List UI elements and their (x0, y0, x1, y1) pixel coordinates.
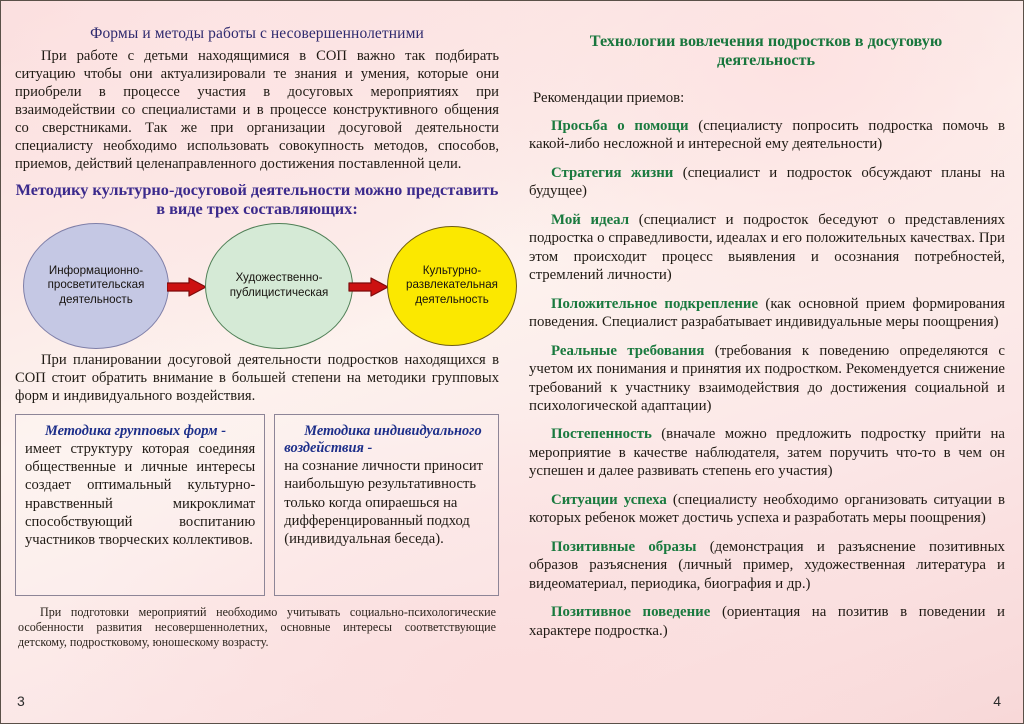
three-components-diagram (15, 223, 499, 349)
left-page-title: Формы и методы работы с несовершеннолетними (90, 25, 424, 42)
diagram-node-informational (23, 223, 169, 349)
technique-name: Просьба о помощи (551, 117, 689, 134)
arrow-right-icon (167, 277, 207, 297)
diagram-node-cultural (387, 226, 517, 346)
technique-item (529, 603, 1005, 640)
technique-description: (специалист и подросток беседуют о представлениях подростка о справедливости, идеалах и его положительных качествах. При этом происходит процесс выявления и осознания потребностей, стремлений личности) (529, 211, 1005, 284)
recommendations-lead: Рекомендации приемов: (533, 89, 685, 106)
diagram-node-label: Художественно-публицистическая (229, 271, 329, 299)
left-footnote: При подготовки мероприятий необходимо учитывать социально-психологические особенности развития несовершеннолетних, основные интересы соответствующие детскому, подростковому, юношескому возрасту. (18, 604, 496, 650)
left-intro-paragraph: При работе с детьми находящимися в СОП важно так подбирать ситуацию чтобы они актуализировали те знания и умения, которые они приобрели в процессе участия в досуговых мероприятиях при взаимодействии со специалистами и в процессе конструктивного общения со сверстниками. Так же при организации досуговой деятельности специалисту необходимо использовать совокупность методов, способов, приемов, действий целенаправленного достижения поставленной цели. (15, 48, 499, 173)
method-box-text (284, 423, 489, 549)
technique-description: (специалист и подросток обсуждают планы на будущее) (529, 164, 1006, 200)
method-box-body: имеет структуру которая соединяя общественные и личные интересы создает оптимальный культурно-нравственный микроклимат способствующий воспитанию участников творческих коллективов. (25, 440, 256, 549)
technique-item (529, 164, 1005, 201)
page-number-right: 4 (993, 693, 1001, 709)
arrow-right-icon (348, 277, 390, 297)
technique-item (529, 211, 1005, 285)
method-box-text (25, 423, 255, 550)
page-number-left: 3 (17, 693, 25, 709)
left-after-diagram-paragraph: При планировании досуговой деятельности подростков находящихся в СОП стоит обратить внимание в большей степени на методики групповых форм и индивидуального воздействия. (15, 351, 499, 404)
technique-name: Мой идеал (551, 211, 630, 228)
technique-item (529, 491, 1005, 528)
method-boxes (15, 414, 499, 596)
method-box-heading: Методика групповых форм - (45, 422, 227, 439)
technique-description: (демонстрация и разъяснение позитивных образов разъяснения (личный пример, художественная литература и видеоматериал, периодика, биография и др.) (529, 538, 1005, 592)
method-box-heading: Методика индивидуального воздействия - (284, 422, 482, 456)
method-box-individual-impact (274, 414, 499, 596)
technique-description: (специалисту попросить подростка помочь в какой-либо несложной и интересной ему деятельности) (529, 117, 1005, 153)
technique-name: Ситуации успеха (551, 491, 667, 508)
technique-name: Положительное подкрепление (551, 295, 759, 312)
left-page (1, 1, 513, 723)
technique-item (529, 295, 1005, 332)
technique-name: Позитивные образы (551, 538, 697, 555)
technique-name: Позитивное поведение (551, 604, 711, 621)
right-page (513, 1, 1023, 723)
technique-name: Стратегия жизни (551, 164, 674, 181)
technique-item (529, 538, 1005, 593)
technique-item (529, 342, 1005, 416)
right-page-title: Технологии вовлечения подростков в досуговую деятельность (589, 32, 943, 70)
technique-item (529, 117, 1005, 154)
technique-description: (требования к поведению определяются с учетом их понимания и принятия их подростком. Рекомендуется снижение требований к участнику взаимодействия до достижения социальной и психологической адаптации) (529, 342, 1005, 414)
technique-description: (специалисту необходимо организовать ситуации в которых ребенок может достичь успеха и разработать меры поощрения) (529, 491, 1005, 527)
technique-description: (ориентация на позитив в поведении и характере подростка.) (529, 604, 1005, 639)
technique-description: (как основной прием формирования поведения. Специалист разрабатывает индивидуальные меры поощрения) (529, 295, 1005, 331)
diagram-heading: Методику культурно-досуговой деятельности можно представить в виде трех составляющих: (15, 180, 499, 219)
technique-description: (вначале можно предложить подростку прийти на мероприятие в качестве наблюдателя, затем поручить что-то в чем он успешен и далее развивать степень его участия) (529, 426, 1005, 480)
diagram-node-artistic (205, 223, 353, 349)
diagram-node-label: Информационно-просветительская деятельность (47, 264, 145, 306)
method-box-group-forms (15, 414, 265, 596)
technique-name: Постепенность (551, 426, 652, 443)
diagram-node-label: Культурно-развлекательная деятельность (406, 264, 498, 306)
technique-name: Реальные требования (551, 342, 705, 359)
technique-item (529, 425, 1005, 480)
method-box-body: на сознание личности приносит наибольшую результативность только когда опираешься на дифференцированный подход (индивидуальная беседа). (284, 458, 484, 548)
